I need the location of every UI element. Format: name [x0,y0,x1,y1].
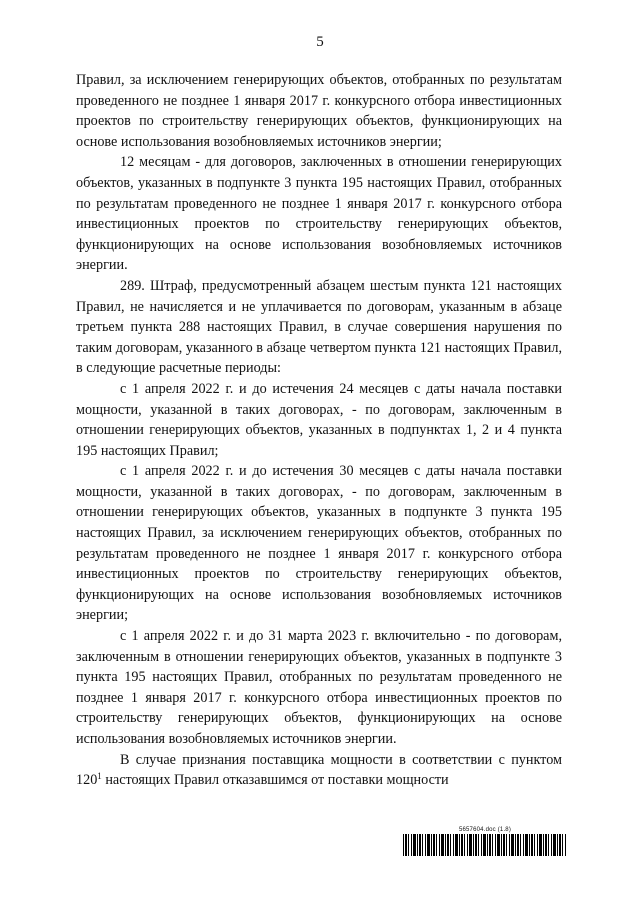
paragraph-period-march-2023: с 1 апреля 2022 г. и до 31 марта 2023 г. включительно - по договорам, заключенным в отношении генерирующих объектов, указанных в подпункте 3 пункта 195 настоящих Правил, отобранных по результатам проведенного не позднее 1 января 2017 г. конкурсного отбора инвестиционных проектов по строительству генерирующих объектов, функционирующих на основе использования возобновляемых источников энергии. [76,628,562,747]
paragraph-refusal [76,750,562,791]
barcode-icon [403,834,566,856]
document-body [76,70,562,791]
paragraph-continuation: Правил, за исключением генерирующих объектов, отобранных по результатам проведенного не позднее 1 января 2017 г. конкурсного отбора инвестиционных проектов по строительству генерирующих объектов, функционирующих на основе использования возобновляемых источников энергии; [76,72,562,150]
document-code: 5657604.doc (1.8) [458,827,512,833]
paragraph-refusal-start: В случае признания поставщика мощности в соответствии с пунктом 120 [76,751,562,789]
superscript-mark: 1 [97,771,102,782]
paragraph-12-months: 12 месяцам - для договоров, заключенных в отношении генерирующих объектов, указанных в подпункте 3 пункта 195 настоящих Правил, отобранных по результатам проведенного не позднее 1 января 2017 г. конкурсного отбора инвестиционных проектов по строительству генерирующих объектов, функционирующих на основе использования возобновляемых источников энергии. [76,154,562,274]
paragraph-period-30-months: с 1 апреля 2022 г. и до истечения 30 месяцев с даты начала поставки мощности, указанной в таких договорах, - по договорам, заключенным в отношении генерирующих объектов, указанных в подпункте 3 пункта 195 настоящих Правил, за исключением генерирующих объектов, отобранных по результатам проведенного не позднее 1 января 2017 г. конкурсного отбора инвестиционных проектов по строительству генерирующих объектов, функционирующих на основе использования возобновляемых источников энергии; [76,463,562,624]
paragraph-289: 289. Штраф, предусмотренный абзацем шестым пункта 121 настоящих Правил, не начисляется и не уплачивается по договорам, указанным в абзаце третьем пункта 288 настоящих Правил, в случае совершения нарушения по таким договорам, указанного в абзаце четвертом пункта 121 настоящих Правил, в следующие расчетные периоды: [76,277,562,377]
page-number: 5 [316,34,324,50]
paragraph-period-24-months: с 1 апреля 2022 г. и до истечения 24 месяцев с даты начала поставки мощности, указанной в таких договорах, - по договорам, заключенным в отношении генерирующих объектов, указанных в подпунктах 1, 2 и 4 пункта 195 настоящих Правил; [76,380,562,459]
paragraph-refusal-end: настоящих Правил отказавшимся от поставки мощности [101,772,449,789]
